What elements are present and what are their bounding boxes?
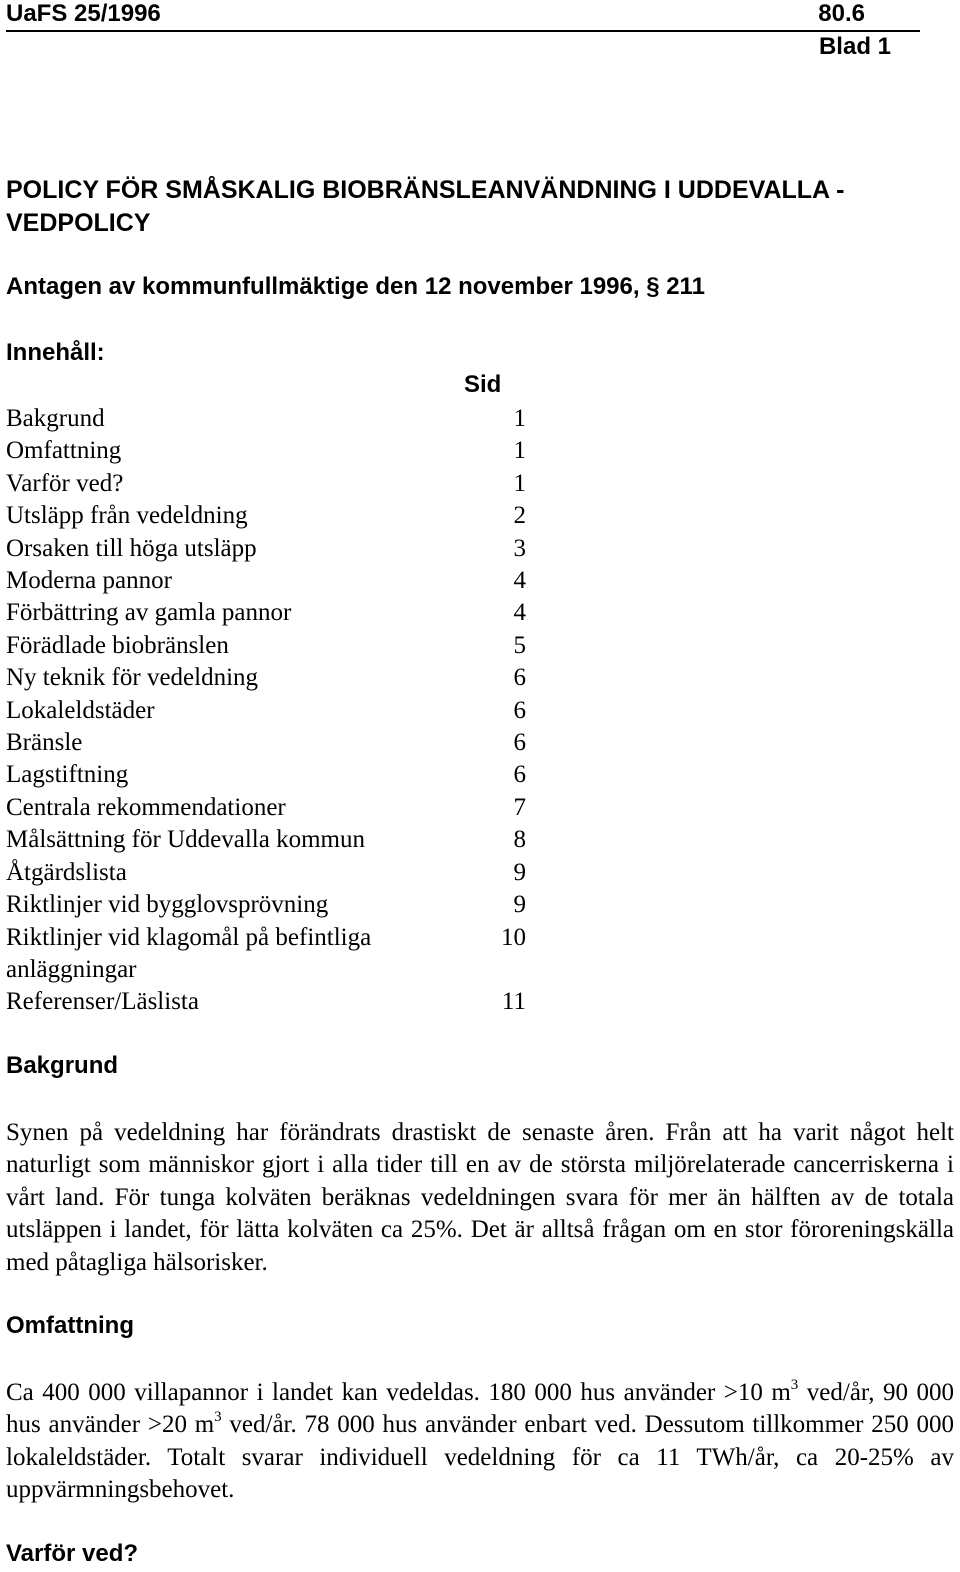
- toc-entry-page: 9: [513, 891, 526, 919]
- sheet-number: Blad 1: [818, 33, 891, 60]
- toc-entry: [6, 500, 526, 532]
- toc-entry-label: Bakgrund: [6, 405, 105, 432]
- toc-entry-page: 4: [513, 599, 526, 627]
- toc-entry-page: 1: [513, 437, 526, 465]
- toc-entry-page: 6: [513, 729, 526, 757]
- toc-entry-page: 1: [513, 405, 526, 432]
- toc-entry-label: Förädlade biobränslen: [6, 631, 229, 659]
- toc-entry: [6, 468, 526, 500]
- toc-entry: [6, 695, 526, 727]
- cubic-superscript-2: 3: [214, 1409, 222, 1426]
- section-text-bakgrund: Synen på vedeldning har förändrats drastiskt de senaste åren. Från att ha varit något helt naturligt som människor gjort i alla tider till en av de största miljörelaterade cancerriskerna i vårt land. För tunga kolväten beräknas vedeldningen svara för mer än hälften av de totala utsläppen i landet, för lätta kolväten ca 25%. Det är alltså frågan om en stor föroreningskälla med påtagliga hälsorisker.: [6, 1119, 954, 1276]
- toc-entry-label: Orsaken till höga utsläpp: [6, 534, 257, 562]
- toc-entry-page: 6: [513, 664, 526, 692]
- omfattning-text-part-2: ved/år, 90 000 hus använder >20 m: [6, 1379, 954, 1439]
- toc-entry: [6, 630, 526, 662]
- section-heading-bakgrund: Bakgrund: [6, 1052, 119, 1079]
- toc-entry: [6, 662, 526, 694]
- toc-entry-label: Riktlinjer vid bygglovsprövning: [6, 891, 329, 919]
- adoption-note: Antagen av kommunfullmäktige den 12 november 1996, § 211: [6, 273, 705, 300]
- toc-entry-label: Riktlinjer vid klagomål på befintliga anläggningar: [6, 923, 372, 983]
- toc-entry-label: Varför ved?: [6, 469, 124, 497]
- toc-entry-label: Målsättning för Uddevalla kommun: [6, 826, 365, 854]
- toc-entry-page: 1: [513, 469, 526, 497]
- toc-entry-page: 4: [513, 567, 526, 595]
- toc-entry-label: Referenser/Läslista: [6, 988, 199, 1016]
- cubic-superscript-1: 3: [790, 1377, 799, 1393]
- section-text-omfattning: [6, 1377, 954, 1507]
- document-number: UaFS 25/1996: [6, 0, 161, 27]
- toc-entry-page: 9: [513, 858, 526, 886]
- toc-entry: [6, 986, 526, 1018]
- toc-entry-page: 6: [513, 696, 526, 724]
- toc-entry-page: 2: [513, 502, 526, 530]
- toc-entry: [6, 759, 526, 791]
- section-heading-omfattning: Omfattning: [6, 1312, 134, 1339]
- section-number: 80.6: [818, 0, 865, 27]
- toc-entry-label: Omfattning: [6, 437, 122, 465]
- toc-entry-page: 7: [513, 793, 526, 821]
- toc-entry-label: Lokaleldstäder: [6, 696, 155, 724]
- toc-entry: [6, 435, 526, 467]
- toc-entry: [6, 533, 526, 565]
- toc-entry-page: 3: [513, 534, 526, 562]
- toc-entry: [6, 565, 526, 597]
- toc-entry: [6, 922, 526, 987]
- toc-entry-label: Bränsle: [6, 729, 83, 757]
- toc-entry: [6, 857, 526, 889]
- toc-entry-label: Åtgärdslista: [6, 858, 127, 886]
- omfattning-text-part-1: Ca 400 000 villapannor i landet kan vedeldas. 180 000 hus använder >10 m: [6, 1379, 791, 1406]
- toc-page-column-label: Sid: [464, 371, 502, 398]
- toc-entry-page: 8: [513, 826, 526, 854]
- toc-entry-label: Centrala rekommendationer: [6, 793, 286, 821]
- table-of-contents: [6, 403, 526, 1019]
- toc-entry: [6, 597, 526, 629]
- toc-entry-label: Utsläpp från vedeldning: [6, 502, 248, 530]
- page-header: [6, 0, 920, 32]
- toc-entry-page: 10: [501, 923, 526, 951]
- toc-entry: [6, 403, 526, 435]
- toc-entry: [6, 889, 526, 921]
- toc-entry-label: Lagstiftning: [6, 761, 129, 789]
- toc-entry-label: Moderna pannor: [6, 567, 172, 595]
- toc-entry-label: Ny teknik för vedeldning: [6, 664, 259, 692]
- toc-heading: Innehåll:: [6, 339, 105, 366]
- toc-entry-label: Förbättring av gamla pannor: [6, 599, 292, 627]
- toc-entry: [6, 727, 526, 759]
- toc-entry-page: 6: [513, 761, 526, 789]
- omfattning-text-part-3: ved/år. 78 000 hus använder enbart ved. Dessutom tillkommer 250 000 lokaleldstäder. Totalt svarar individuell vedeldning för ca 11 TWh/år, ca 20-25% av uppvärmningsbehovet.: [6, 1411, 955, 1504]
- toc-entry-page: 11: [501, 988, 526, 1016]
- section-heading-varfor-ved: Varför ved?: [6, 1540, 139, 1567]
- toc-entry-page: 5: [513, 631, 526, 659]
- toc-entry: [6, 792, 526, 824]
- document-title: POLICY FÖR SMÅSKALIG BIOBRÄNSLEANVÄNDNING I UDDEVALLA - VEDPOLICY: [6, 176, 845, 237]
- toc-entry: [6, 824, 526, 856]
